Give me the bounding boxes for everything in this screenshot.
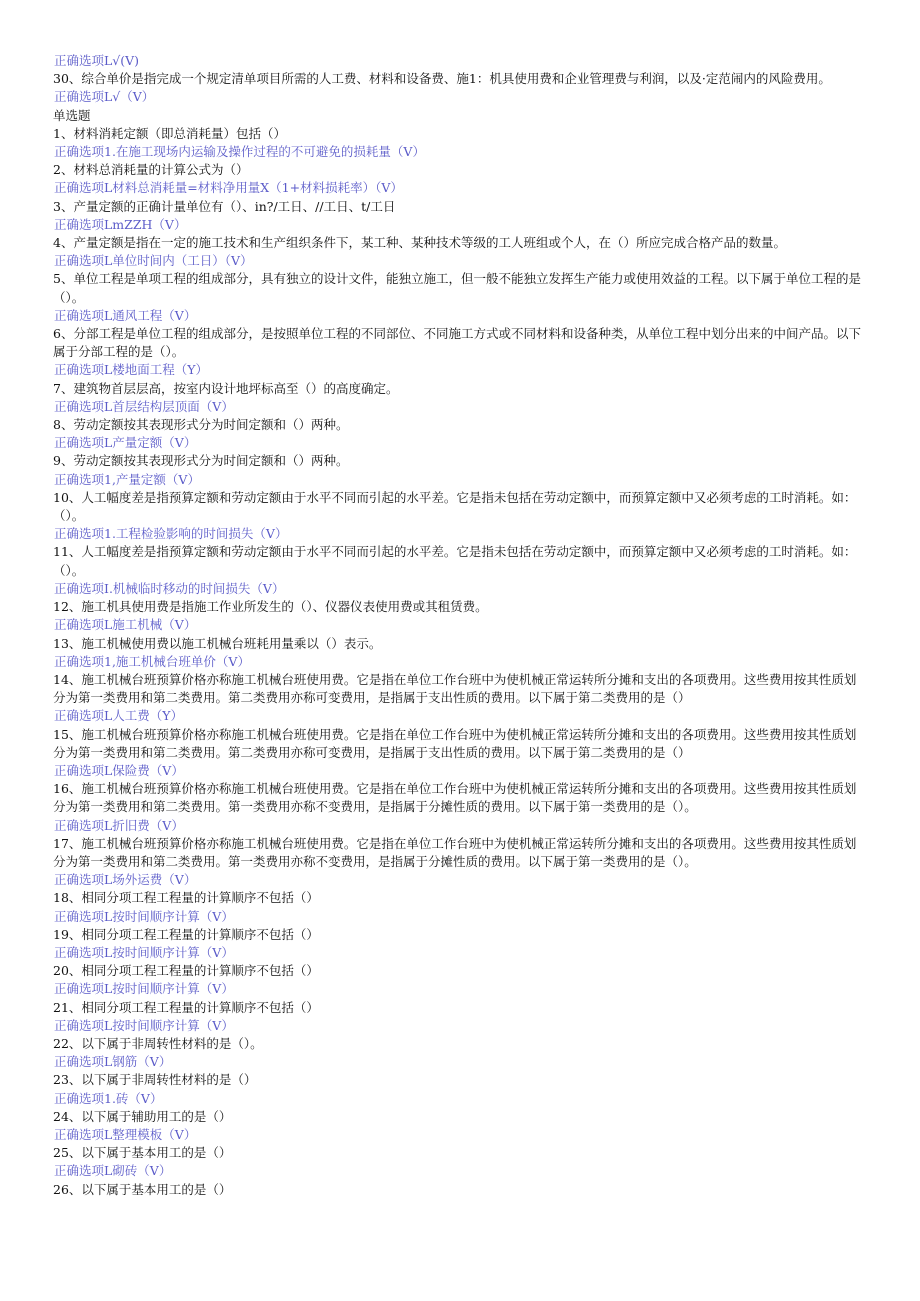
- answer-line: 正确选项L√（V）: [54, 89, 155, 105]
- question-line: 24、以下属于辅助用工的是（）: [53, 1108, 232, 1124]
- question-line: 16、施工机械台班预算价格亦称施工机械台班使用费。它是指在单位工作台班中为使机械正常运转所分摊和支出的各项费用。这些费用按其性质划分为第一类费用和第二类费用。第一类费用亦称不变费用，是指属于分摊性质的费用。以下属于第一类费用的是（）。: [53, 781, 857, 815]
- answer-line: 正确选项1.工程检验影响的时间损失（V）: [54, 526, 288, 542]
- question-line: 8、劳动定额按其表现形式分为时间定额和（）两种。: [53, 417, 349, 433]
- answer-line: 正确选项L材料总消耗量=材料净用量X（1+材料损耗率）（V）: [54, 180, 403, 196]
- question-line: 1、材料消耗定额（即总消耗量）包括（）: [53, 125, 286, 141]
- answer-line: 正确选项1.在施工现场内运输及操作过程的不可避免的损耗量（V）: [54, 144, 425, 160]
- question-line: 6、分部工程是单位工程的组成部分，是按照单位工程的不同部位、不同施工方式或不同材料和设备种类，从单位工程中划分出来的中间产品。以下属于分部工程的是（）。: [53, 326, 861, 360]
- question-line: 22、以下属于非周转性材料的是（）。: [53, 1035, 263, 1051]
- question-line: 15、施工机械台班预算价格亦称施工机械台班使用费。它是指在单位工作台班中为使机械正常运转所分摊和支出的各项费用。这些费用按其性质划分为第一类费用和第二类费用。第二类费用亦称可变费用，是指属于支出性质的费用。以下属于第二类费用的是（）: [53, 726, 857, 760]
- question-line: 19、相同分项工程工程量的计算顺序不包括（）: [53, 926, 319, 942]
- question-line: 9、劳动定额按其表现形式分为时间定额和（）两种。: [53, 453, 349, 469]
- answer-line: 正确选项L施工机械（V）: [54, 617, 197, 633]
- question-line: 12、施工机具使用费是指施工作业所发生的（）、仪器仪表使用费或其租赁费。: [53, 599, 488, 615]
- answer-line: 正确选项L场外运费（V）: [54, 872, 197, 888]
- question-line: 30、综合单价是指完成一个规定清单项目所需的人工费、材料和设备费、施1：机具使用费和企业管理费与利润，以及·定范闹内的风险费用。: [53, 71, 831, 87]
- answer-line: 正确选项1.砖（V）: [54, 1090, 163, 1106]
- answer-line: 正确选项L楼地面工程（Y）: [54, 362, 209, 378]
- question-line: 5、单位工程是单项工程的组成部分，具有独立的设计文件，能独立施工，但一般不能独立发挥生产能力或使用效益的工程。以下属于单位工程的是（）。: [53, 271, 861, 305]
- answer-line: 正确选项I.机械临时移动的时间损失（V）: [54, 580, 285, 596]
- document-body: [53, 52, 865, 1199]
- question-line: 7、建筑物首层层高，按室内设计地坪标高至（）的高度确定。: [53, 380, 399, 396]
- question-line: 17、施工机械台班预算价格亦称施工机械台班使用费。它是指在单位工作台班中为使机械正常运转所分摊和支出的各项费用。这些费用按其性质划分为第一类费用和第二类费用。第一类费用亦称不变费用，是指属于分摊性质的费用。以下属于第一类费用的是（）。: [53, 835, 857, 869]
- question-line: 10、人工幅度差是指预算定额和劳动定额由于水平不同而引起的水平差。它是指未包括在劳动定额中，而预算定额中又必须考虑的工时消耗。如：（）。: [53, 489, 857, 524]
- answer-line: 正确选项1,产量定额（V）: [54, 471, 200, 487]
- answer-line: 正确选项1,施工机械台班单价（V）: [54, 653, 250, 669]
- answer-line: 正确选项L通风工程（V）: [54, 307, 197, 323]
- answer-line: 正确选项L钢筋（V）: [54, 1054, 172, 1070]
- answer-line: 正确选项L砌砖（V）: [54, 1163, 172, 1179]
- answer-line: 正确选项L保险费（V）: [54, 762, 184, 778]
- answer-line: 正确选项L产量定额（V）: [54, 435, 197, 451]
- question-line: 11、人工幅度差是指预算定额和劳动定额由于水平不同而引起的水平差。它是指未包括在劳动定额中，而预算定额中又必须考虑的工时消耗。如：（）。: [53, 544, 857, 578]
- question-line: 20、相同分项工程工程量的计算顺序不包括（）: [53, 963, 319, 979]
- question-line: 13、施工机械使用费以施工机械台班耗用量乘以（）表示。: [53, 635, 382, 651]
- question-line: 21、相同分项工程工程量的计算顺序不包括（）: [53, 999, 319, 1015]
- answer-line: 正确选项L整理模板（V）: [54, 1126, 197, 1142]
- answer-line: 正确选项L按时间顺序计算（V）: [54, 944, 234, 960]
- answer-line: 正确选项L人工费（Y）: [54, 708, 184, 724]
- answer-line: 正确选项LmZZH（V）: [54, 216, 187, 232]
- answer-line: 正确选项L首层结构层顶面（V）: [54, 398, 234, 414]
- answer-line: 正确选项L√(V): [54, 53, 140, 68]
- question-line: 2、材料总消耗量的计算公式为（）: [53, 162, 249, 178]
- answer-line: 正确选项L折旧费（V）: [54, 817, 184, 833]
- section-heading: 单选题: [53, 107, 91, 123]
- answer-line: 正确选项L按时间顺序计算（V）: [54, 1017, 234, 1033]
- question-line: 4、产量定额是指在一定的施工技术和生产组织条件下，某工种、某种技术等级的工人班组或个人，在（）所应完成合格产品的数量。: [53, 235, 786, 251]
- question-line: 18、相同分项工程工程量的计算顺序不包括（）: [53, 890, 319, 906]
- question-line: 3、产量定额的正确计量单位有（）、in?/工日、//工日、t/工日: [53, 198, 396, 214]
- question-line: 23、以下属于非周转性材料的是（）: [53, 1072, 257, 1088]
- question-line: 14、施工机械台班预算价格亦称施工机械台班使用费。它是指在单位工作台班中为使机械正常运转所分摊和支出的各项费用。这些费用按其性质划分为第一类费用和第二类费用。第二类费用亦称可变费用，是指属于支出性质的费用。以下属于第二类费用的是（）: [53, 671, 857, 706]
- question-line: 26、以下属于基本用工的是（）: [53, 1181, 232, 1197]
- question-line: 25、以下属于基本用工的是（）: [53, 1145, 232, 1161]
- answer-line: 正确选项L单位时间内（工日）（V）: [54, 253, 253, 269]
- answer-line: 正确选项L按时间顺序计算（V）: [54, 908, 234, 924]
- answer-line: 正确选项L按时间顺序计算（V）: [54, 981, 234, 997]
